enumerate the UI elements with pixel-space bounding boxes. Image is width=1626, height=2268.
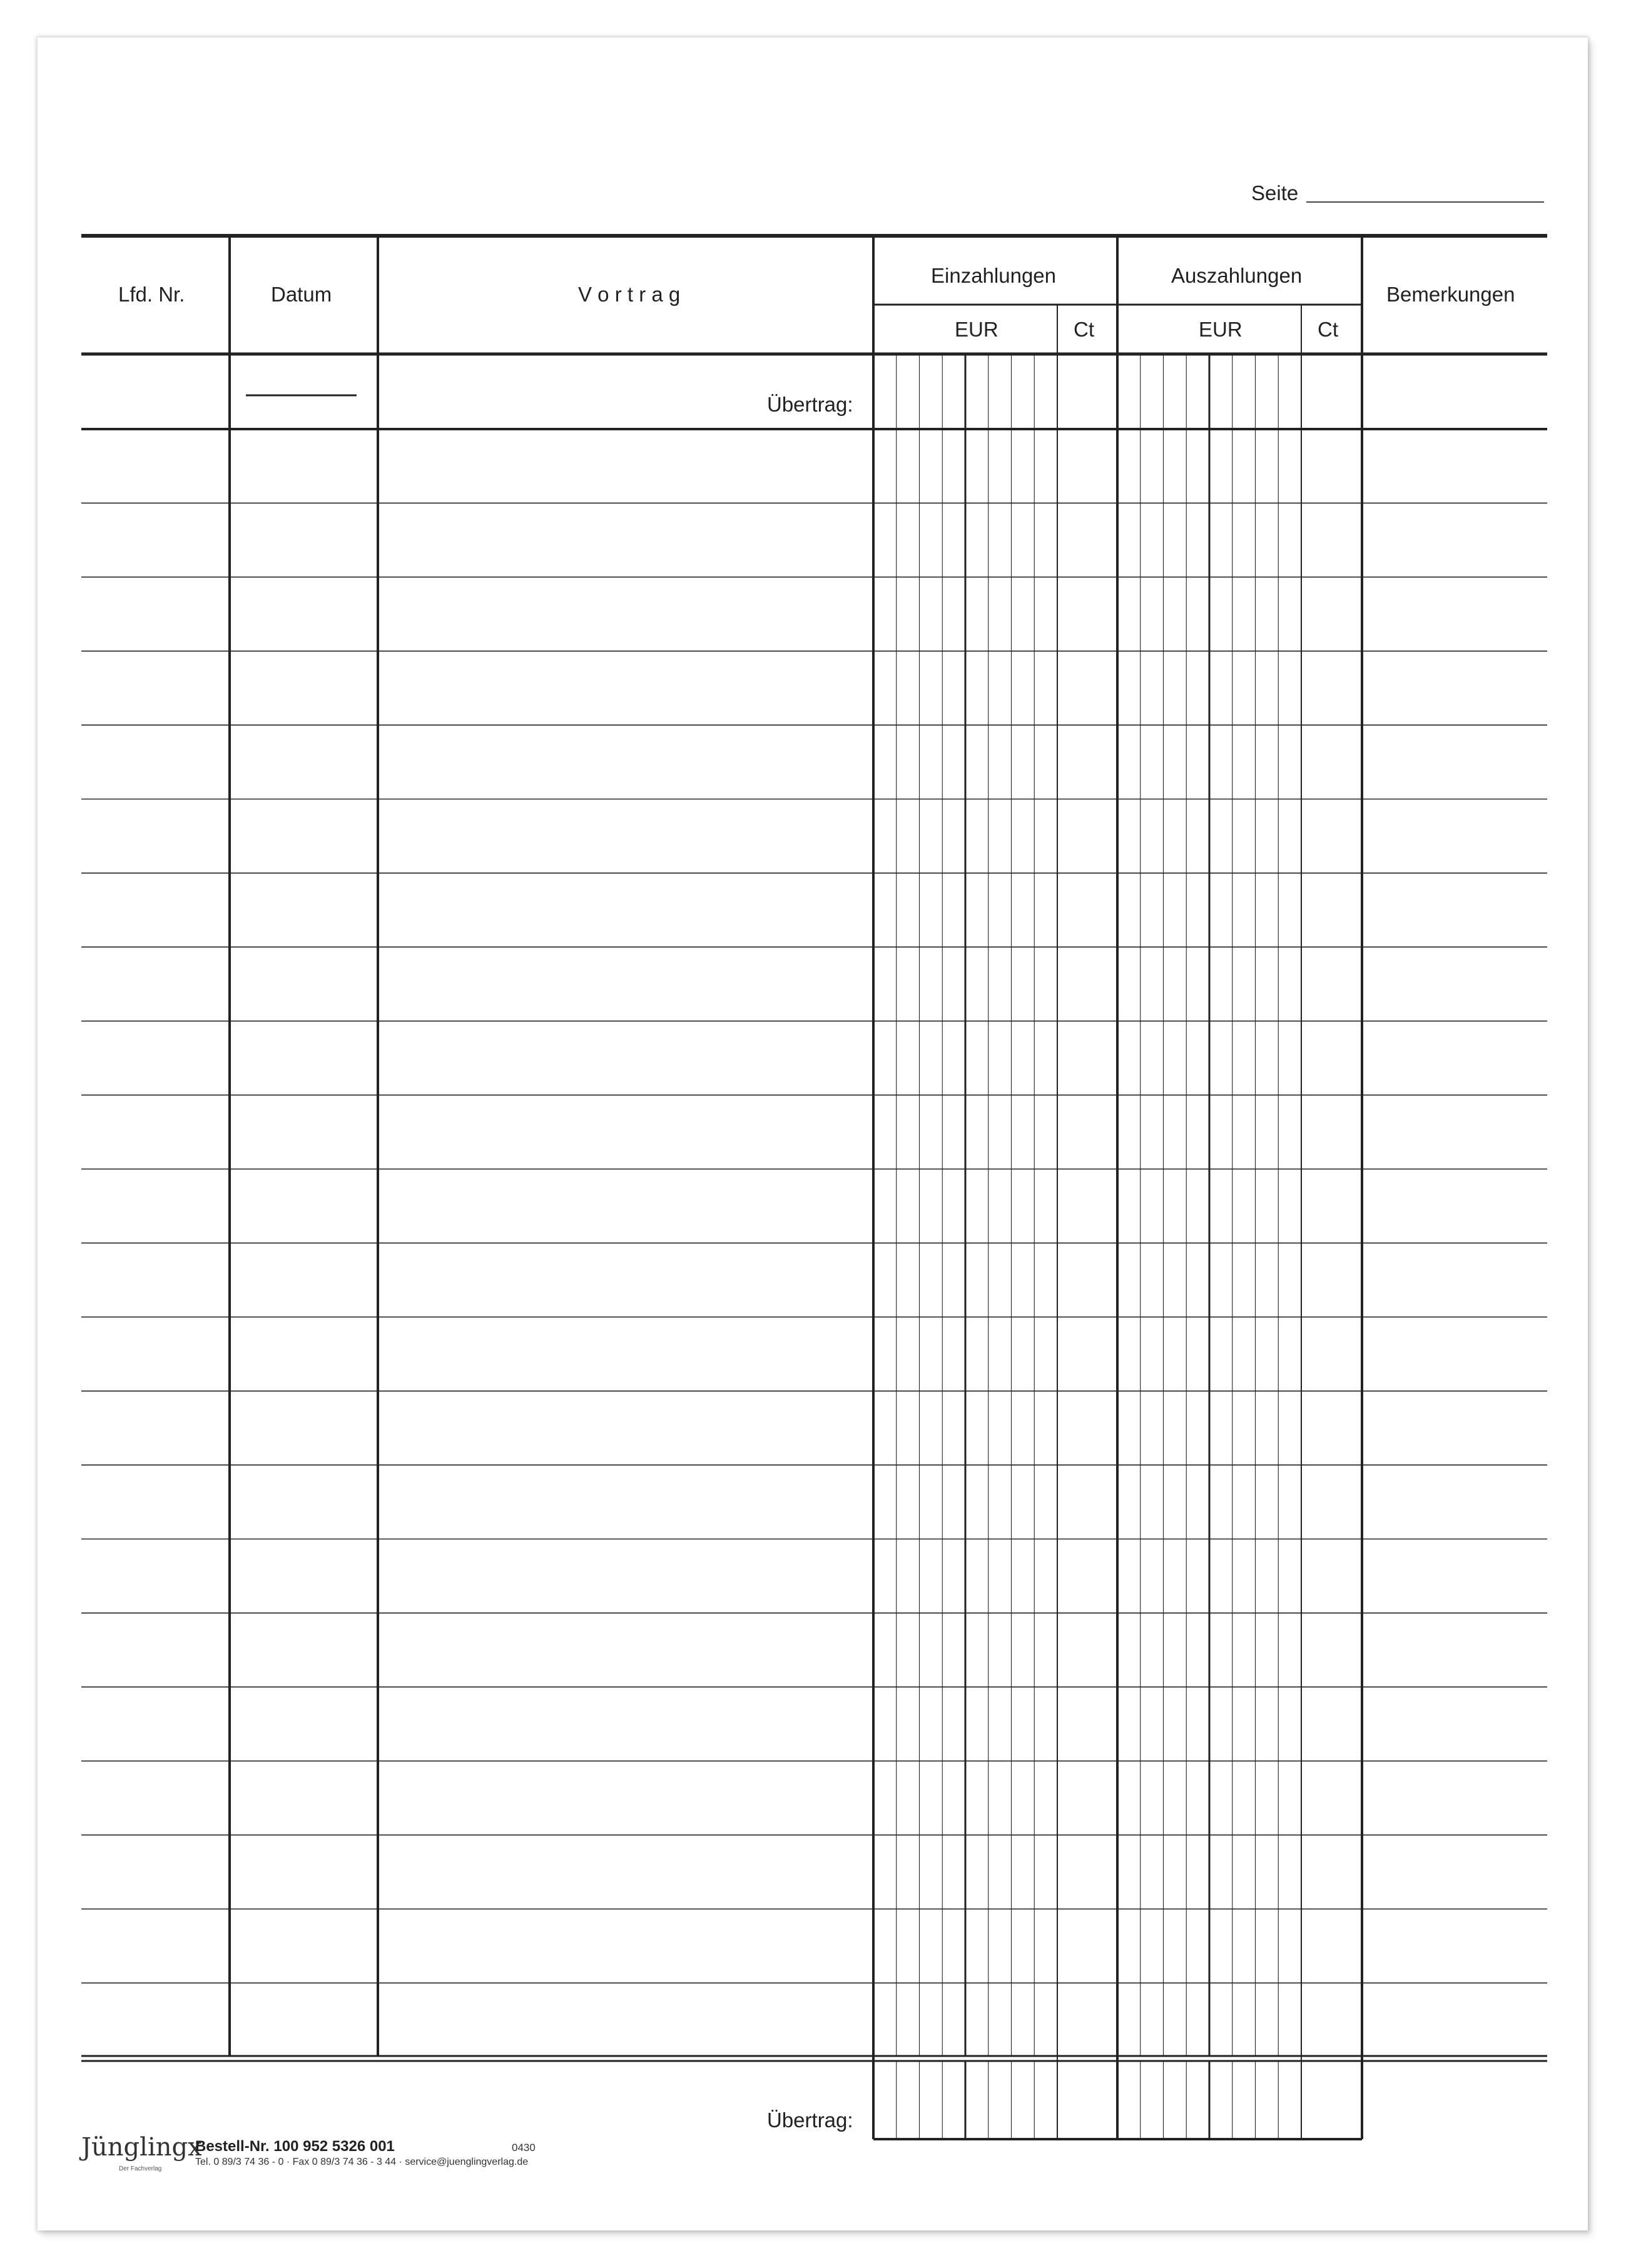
subheader-eur-out: EUR	[1199, 318, 1242, 341]
order-number: Bestell-Nr. 100 952 5326 001	[195, 2138, 395, 2155]
page-number-label: Seite	[1251, 181, 1299, 205]
subheader-ct-out: Ct	[1318, 318, 1338, 341]
header-auszahlungen: Auszahlungen	[1171, 264, 1303, 287]
header-lfd-nr: Lfd. Nr.	[118, 283, 185, 306]
header-einzahlungen: Einzahlungen	[931, 264, 1056, 287]
header-vortrag: V o r t r a g	[578, 283, 681, 306]
carry-over-label-bottom: Übertrag:	[767, 2109, 853, 2132]
header-bemerkungen: Bemerkungen	[1386, 283, 1515, 306]
carry-over-label-top: Übertrag:	[767, 393, 853, 416]
header-datum: Datum	[271, 283, 332, 306]
publisher-contact: Tel. 0 89/3 74 36 - 0 · Fax 0 89/3 74 36 - 3 44 · service@juenglingverlag.de	[195, 2157, 529, 2167]
subheader-eur-in: EUR	[955, 318, 998, 341]
publisher-logo-subtitle: Der Fachverlag	[119, 2165, 162, 2172]
publisher-logo: Jünglingx	[81, 2133, 202, 2162]
form-code: 0430	[512, 2142, 536, 2154]
subheader-ct-in: Ct	[1074, 318, 1094, 341]
